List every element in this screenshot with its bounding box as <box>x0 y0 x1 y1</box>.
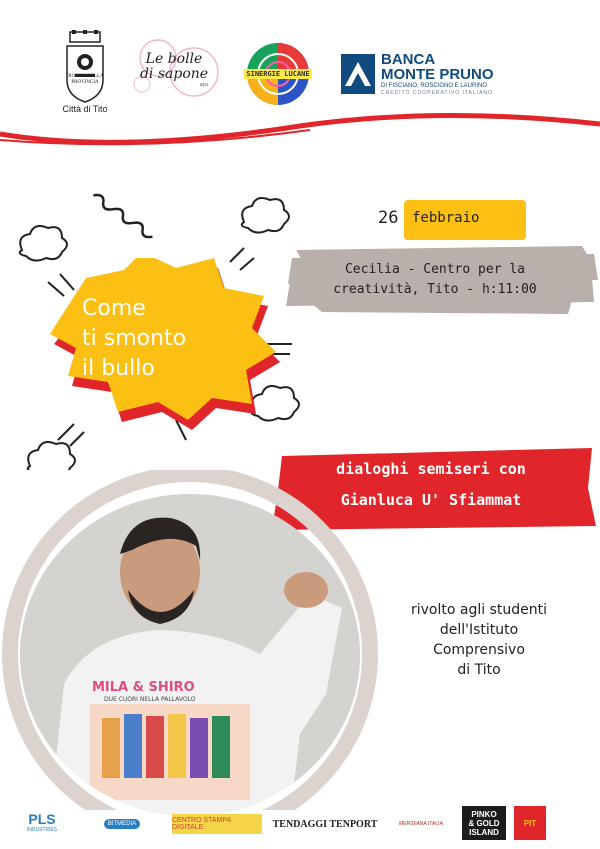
dialog-line-1: dialoghi semiseri con <box>336 460 526 478</box>
sponsor-pinko-line3: ISLAND <box>469 827 499 837</box>
sinergie-text: SINERGIE LUCANE <box>246 70 310 78</box>
banca-line2: MONTE PRUNO <box>381 66 494 83</box>
red-wave-divider <box>0 96 600 156</box>
audience-line-1: rivolto agli studenti <box>411 602 547 618</box>
audience-line-4: di Tito <box>457 662 501 678</box>
bolle-line2: di sapone <box>139 66 209 82</box>
banca-mark-icon <box>341 54 375 94</box>
sponsor-pinko-line2: & GOLD <box>468 818 500 828</box>
audience-text <box>384 600 574 680</box>
sponsor-centro-stampa <box>172 814 262 834</box>
tito-crest-icon <box>64 30 106 104</box>
banca-line4: CREDITO COOPERATIVO ITALIANO <box>381 90 493 96</box>
location-line-2: creatività, Tito - h:11:00 <box>333 282 537 297</box>
event-title <box>82 294 186 384</box>
speaker-photo <box>20 494 360 816</box>
logo-le-bolle-di-sapone <box>128 38 220 102</box>
sponsor-pinko <box>462 806 506 840</box>
shirt-subtitle: DUE CUORI NELLA PALLAVOLO <box>104 696 196 703</box>
banca-line1: BANCA <box>381 51 436 68</box>
audience-line-3: Comprensivo <box>433 642 525 658</box>
sponsor-pls-sub: INDUSTRIES <box>26 827 58 833</box>
tito-caption: Città di Tito <box>62 104 108 114</box>
date-month: febbraio <box>412 210 480 226</box>
sponsor-pls <box>12 806 72 838</box>
title-line-2: ti smonto <box>82 326 187 351</box>
speaker-figure <box>20 494 360 816</box>
sponsor-tendaggi-name: TENDAGGI TENPORT <box>272 818 378 830</box>
tito-crest-text-1: DIOCESI DELLA <box>66 74 104 79</box>
title-line-1: Come <box>82 296 146 321</box>
sponsor-centro-name: CENTRO STAMPA DIGITALE <box>172 817 231 831</box>
sponsor-pit <box>514 806 546 840</box>
sponsor-meridiana <box>388 814 454 834</box>
bolle-line1: Le bolle <box>145 51 203 67</box>
sponsor-pinko-line1: PINKO <box>471 809 497 819</box>
sponsor-bitmedia <box>82 814 162 834</box>
date-day: 26 <box>378 208 399 228</box>
banca-line3: DI FISCIANO, ROSCIGNO E LAURINO <box>381 83 488 89</box>
shirt-title: MILA & SHIRO <box>92 680 195 695</box>
location-line-1: Cecilia - Centro per la <box>344 262 525 277</box>
logo-banca-monte-pruno <box>341 52 511 98</box>
tito-crest-text-2: PROVINCIA <box>71 80 99 85</box>
sponsor-tendaggi <box>270 814 380 834</box>
dialog-line-2: Gianluca U' Sfiammat <box>340 491 522 509</box>
sponsor-bitmedia-name: BITMEDIA <box>104 819 140 829</box>
title-line-3: il bullo <box>82 356 155 381</box>
audience-line-2: dell'Istituto <box>439 622 519 638</box>
sponsor-meridiana-name: MERIDIANA ITALIA <box>399 821 443 827</box>
sponsor-pit-name: PIT <box>523 818 537 828</box>
event-location <box>300 260 570 300</box>
sponsor-pls-name: PLS <box>28 811 56 827</box>
bolle-suffix: aps <box>199 82 209 88</box>
